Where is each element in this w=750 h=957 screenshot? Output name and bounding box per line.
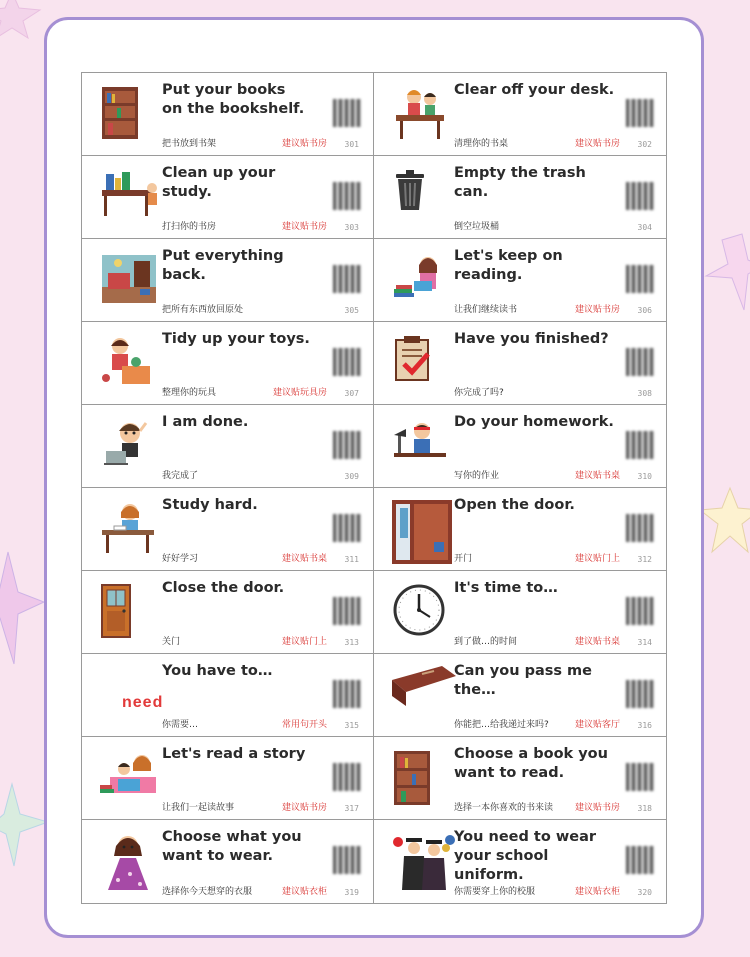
sticker-number: 302 — [637, 140, 652, 149]
qr-code-icon[interactable] — [333, 846, 361, 874]
study-room-icon — [100, 168, 156, 228]
sticker-number: 314 — [637, 638, 652, 647]
sticker-card-307 — [82, 322, 374, 405]
sticker-sheet — [81, 72, 667, 904]
sticker-placement-tag: 建议贴门上 — [281, 637, 327, 647]
sticker-english-text: You need to wear your school uniform. — [454, 829, 597, 883]
sticker-chinese-text: 让我们一起读故事 — [162, 803, 235, 813]
sticker-english-text: Put your books on the bookshelf. — [162, 82, 305, 117]
checklist-icon — [392, 334, 448, 394]
table-icon — [392, 666, 448, 726]
sticker-english-text: Tidy up your toys. — [162, 331, 310, 347]
sticker-number: 315 — [344, 721, 359, 730]
sticker-card-316 — [374, 654, 666, 737]
sticker-chinese-text: 清理你的书桌 — [454, 139, 509, 149]
qr-code-icon[interactable] — [626, 265, 654, 293]
sticker-english-text: Let's keep on reading. — [454, 248, 563, 283]
sticker-english-text: Put everything back. — [162, 248, 284, 283]
sticker-chinese-text: 你需要穿上你的校服 — [454, 887, 536, 897]
graduates-icon — [392, 832, 448, 892]
sticker-english-text: Choose a book you want to read. — [454, 746, 608, 781]
qr-code-icon[interactable] — [626, 846, 654, 874]
need-word-icon — [100, 666, 164, 726]
qr-code-icon[interactable] — [333, 99, 361, 127]
qr-code-icon[interactable] — [333, 680, 361, 708]
sticker-card-302 — [374, 73, 666, 156]
girl-dress-icon — [100, 832, 156, 892]
sticker-placement-tag: 建议贴书房 — [574, 139, 620, 149]
sticker-placement-tag: 建议贴书房 — [574, 803, 620, 813]
star-decoration-left-middle — [0, 548, 48, 668]
star-decoration-right-upper — [702, 232, 750, 312]
sticker-placement-tag: 建议贴书房 — [281, 803, 327, 813]
sticker-english-text: Can you pass me the… — [454, 663, 592, 698]
open-door-icon — [392, 500, 448, 560]
sticker-english-text: Have you finished? — [454, 331, 609, 347]
qr-code-icon[interactable] — [333, 431, 361, 459]
sticker-number: 312 — [637, 555, 652, 564]
sticker-card-301 — [82, 73, 374, 156]
sticker-number: 309 — [344, 472, 359, 481]
trash-can-icon — [392, 168, 448, 228]
sticker-number: 313 — [344, 638, 359, 647]
qr-code-icon[interactable] — [626, 514, 654, 542]
boy-laptop-icon — [100, 417, 156, 477]
sticker-chinese-text: 写你的作业 — [454, 471, 500, 481]
sticker-number: 303 — [344, 223, 359, 232]
qr-code-icon[interactable] — [333, 348, 361, 376]
star-decoration-right-lower — [700, 486, 750, 556]
star-decoration-top-left — [0, 0, 42, 40]
sticker-number: 304 — [637, 223, 652, 232]
sticker-card-314 — [374, 571, 666, 654]
sticker-placement-tag: 建议贴书桌 — [281, 554, 327, 564]
qr-code-icon[interactable] — [626, 431, 654, 459]
girl-studying-icon — [100, 500, 156, 560]
sticker-chinese-text: 你完成了吗? — [454, 388, 504, 398]
sticker-number: 310 — [637, 472, 652, 481]
sticker-card-312 — [374, 488, 666, 571]
kids-at-desk-icon — [392, 85, 448, 145]
qr-code-icon[interactable] — [333, 763, 361, 791]
qr-code-icon[interactable] — [626, 99, 654, 127]
sticker-number: 319 — [344, 888, 359, 897]
qr-code-icon[interactable] — [626, 597, 654, 625]
sticker-chinese-text: 打扫你的书房 — [162, 222, 217, 232]
sticker-english-text: I am done. — [162, 414, 249, 430]
sticker-english-text: Do your homework. — [454, 414, 614, 430]
sticker-card-304 — [374, 156, 666, 239]
sticker-chinese-text: 我完成了 — [162, 471, 199, 481]
sticker-english-text: Let's read a story — [162, 746, 306, 762]
sticker-chinese-text: 整理你的玩具 — [162, 388, 217, 398]
sticker-chinese-text: 倒空垃圾桶 — [454, 222, 500, 232]
sticker-card-318 — [374, 737, 666, 820]
messy-room-icon — [100, 251, 156, 311]
sticker-number: 305 — [344, 306, 359, 315]
sticker-english-text: Clear off your desk. — [454, 82, 615, 98]
clock-icon — [392, 583, 448, 643]
sticker-placement-tag: 建议贴书房 — [574, 305, 620, 315]
sticker-placement-tag: 建议贴书房 — [281, 222, 327, 232]
sticker-english-text: Empty the trash can. — [454, 165, 586, 200]
qr-code-icon[interactable] — [626, 763, 654, 791]
closed-door-icon — [100, 583, 156, 643]
bookshelf-icon — [100, 85, 156, 145]
need-word: need — [122, 694, 164, 711]
sticker-chinese-text: 你需要… — [162, 720, 199, 730]
sticker-card-306 — [374, 239, 666, 322]
sticker-chinese-text: 关门 — [162, 637, 181, 647]
qr-code-icon[interactable] — [333, 597, 361, 625]
sticker-card-319 — [82, 820, 374, 903]
sticker-chinese-text: 把书放到书架 — [162, 139, 217, 149]
sticker-english-text: Close the door. — [162, 580, 285, 596]
sticker-number: 301 — [344, 140, 359, 149]
sticker-chinese-text: 让我们继续读书 — [454, 305, 518, 315]
sticker-number: 306 — [637, 306, 652, 315]
reading-together-icon — [100, 749, 156, 809]
sticker-placement-tag: 建议贴门上 — [574, 554, 620, 564]
qr-code-icon[interactable] — [333, 265, 361, 293]
girl-reading-icon — [392, 251, 448, 311]
sticker-english-text: You have to… — [162, 663, 273, 679]
sticker-chinese-text: 好好学习 — [162, 554, 199, 564]
qr-code-icon[interactable] — [626, 348, 654, 376]
sticker-card-313 — [82, 571, 374, 654]
qr-code-icon[interactable] — [333, 182, 361, 210]
sticker-english-text: Open the door. — [454, 497, 575, 513]
sticker-placement-tag: 建议贴书桌 — [574, 471, 620, 481]
sticker-number: 316 — [637, 721, 652, 730]
sticker-card-311 — [82, 488, 374, 571]
bookcase-icon — [392, 749, 448, 809]
sticker-number: 308 — [637, 389, 652, 398]
sticker-number: 311 — [344, 555, 359, 564]
sticker-card-315 — [82, 654, 374, 737]
sticker-chinese-text: 把所有东西放回原处 — [162, 305, 244, 315]
sticker-placement-tag: 建议贴衣柜 — [574, 887, 620, 897]
sticker-number: 318 — [637, 804, 652, 813]
qr-code-icon[interactable] — [626, 182, 654, 210]
sticker-placement-tag: 建议贴客厅 — [574, 720, 620, 730]
sticker-placement-tag: 建议贴书房 — [281, 139, 327, 149]
sticker-english-text: It's time to… — [454, 580, 558, 596]
sticker-card-320 — [374, 820, 666, 903]
sticker-card-303 — [82, 156, 374, 239]
sticker-chinese-text: 开门 — [454, 554, 473, 564]
sticker-card-317 — [82, 737, 374, 820]
qr-code-icon[interactable] — [333, 514, 361, 542]
star-decoration-left-bottom — [0, 780, 50, 870]
sticker-card-309 — [82, 405, 374, 488]
sticker-card-308 — [374, 322, 666, 405]
sticker-placement-tag: 建议贴书桌 — [574, 637, 620, 647]
sticker-placement-tag: 常用句开头 — [281, 720, 327, 730]
sticker-card-305 — [82, 239, 374, 322]
sticker-card-310 — [374, 405, 666, 488]
sticker-english-text: Choose what you want to wear. — [162, 829, 302, 864]
qr-code-icon[interactable] — [626, 680, 654, 708]
sticker-chinese-text: 到了做…的时间 — [454, 637, 518, 647]
sticker-number: 317 — [344, 804, 359, 813]
sticker-chinese-text: 选择你今天想穿的衣服 — [162, 887, 253, 897]
sticker-chinese-text: 你能把…给我递过来吗? — [454, 720, 549, 730]
sticker-chinese-text: 选择一本你喜欢的书来读 — [454, 803, 554, 813]
sticker-english-text: Study hard. — [162, 497, 258, 513]
sticker-placement-tag: 建议贴衣柜 — [281, 887, 327, 897]
sticker-number: 307 — [344, 389, 359, 398]
toy-box-icon — [100, 334, 156, 394]
sticker-number: 320 — [637, 888, 652, 897]
sticker-placement-tag: 建议贴玩具房 — [272, 388, 327, 398]
homework-desk-icon — [392, 417, 448, 477]
sticker-english-text: Clean up your study. — [162, 165, 276, 200]
